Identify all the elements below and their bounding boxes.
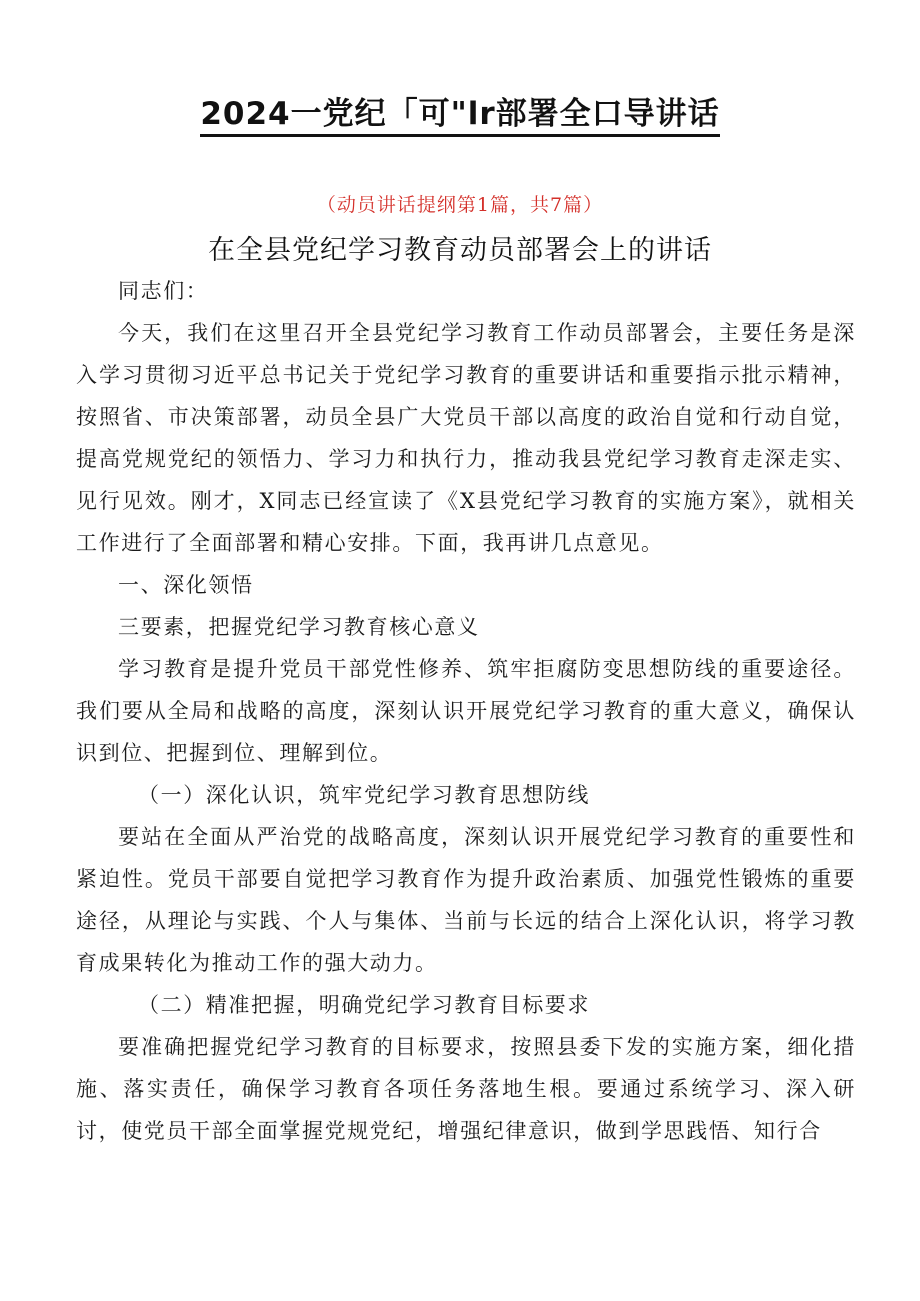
body-paragraph: 今天，我们在这里召开全县党纪学习教育工作动员部署会，主要任务是深入学习贯彻习近平总书记关于党纪学习教育的重要讲话和重要指示批示精神，按照省、市决策部署，动员全县广大党员干部以高度的政治自觉和行动自觉，提高党规党纪的领悟力、学习力和执行力，推动我县党纪学习教育走深走实、见行见效。刚才，X同志已经宣读了《X县党纪学习教育的实施方案》，就相关工作进行了全面部署和精心安排。下面，我再讲几点意见。 [76, 321, 856, 555]
body-paragraph: 要准确把握党纪学习教育的目标要求，按照县委下发的实施方案，细化措施、落实责任，确保学习教育各项任务落地生根。要通过系统学习、深入研讨，使党员干部全面掌握党规党纪，增强纪律意识，做到学思践悟、知行合 [76, 1035, 856, 1143]
body-paragraph: 要站在全面从严治党的战略高度，深刻认识开展党纪学习教育的重要性和紧迫性。党员干部要自觉把学习教育作为提升政治素质、加强党性锻炼的重要途径，从理论与实践、个人与集体、当前与长远的结合上深化认识，将学习教育成果转化为推动工作的强大动力。 [76, 825, 856, 975]
document-title-text: 2024一党纪「可"lr部署全口导讲话 [200, 96, 719, 137]
body-paragraph: 学习教育是提升党员干部党性修养、筑牢拒腐防变思想防线的重要途径。我们要从全局和战略的高度，深刻认识开展党纪学习教育的重大意义，确保认识到位、把握到位、理解到位。 [76, 657, 856, 765]
subsection-heading: （二）精准把握，明确党纪学习教育目标要求 [138, 993, 590, 1017]
speech-title: 在全县党纪学习教育动员部署会上的讲话 [208, 235, 712, 266]
document-body [76, 270, 856, 1152]
section-subheading: 三要素，把握党纪学习教育核心意义 [118, 615, 480, 639]
subsection-heading: （一）深化认识，筑牢党纪学习教育思想防线 [138, 783, 590, 807]
section-heading: 一、深化领悟 [118, 573, 254, 597]
document-subtitle: （动员讲话提纲第1篇，共7篇） [316, 194, 604, 216]
document-title [0, 88, 920, 133]
salutation: 同志们： [118, 279, 209, 303]
